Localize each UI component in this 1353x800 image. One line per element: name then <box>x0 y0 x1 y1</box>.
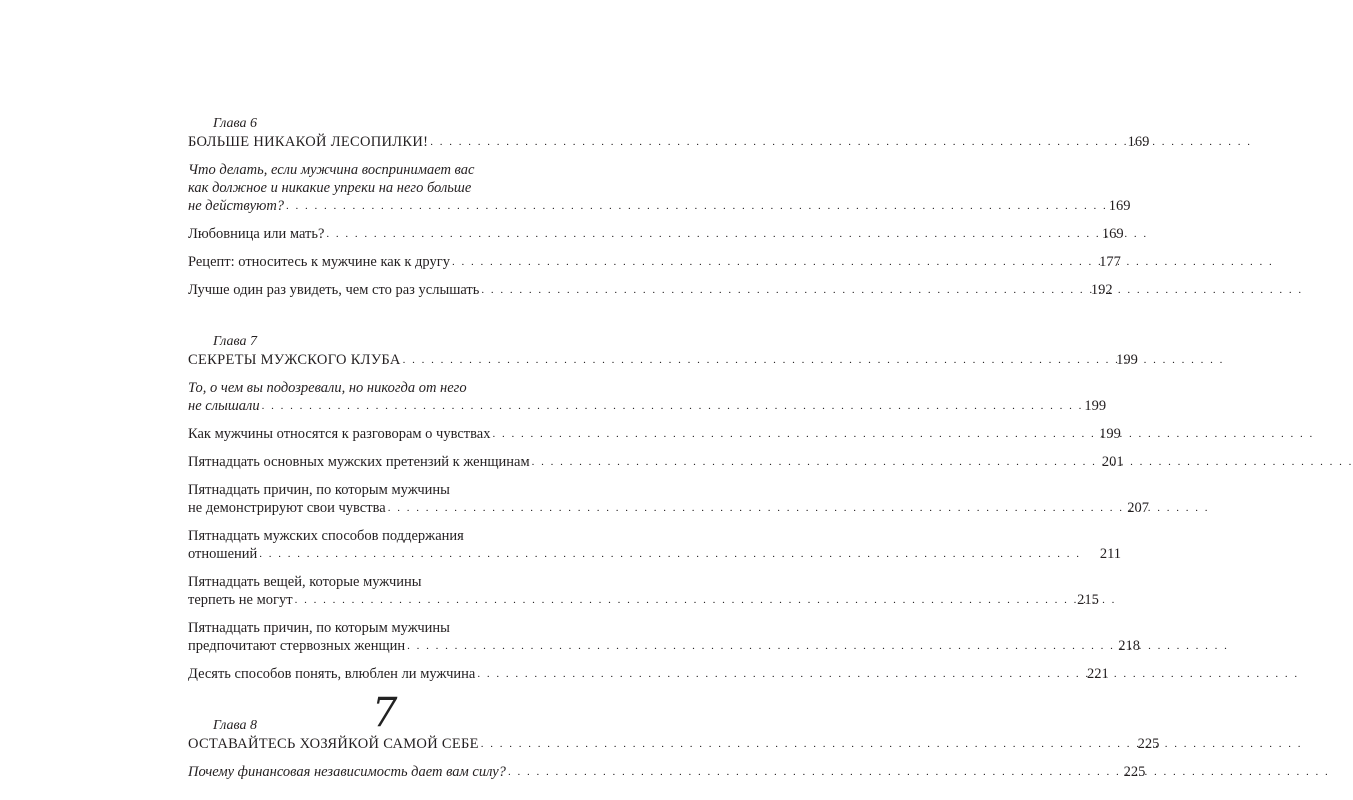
entry-title-line: Пятнадцать мужских способов поддержания <box>188 528 464 544</box>
toc-entry[interactable] <box>188 763 1146 781</box>
entry-title-line: Пятнадцать вещей, которые мужчины <box>188 574 422 590</box>
toc-entry[interactable] <box>188 425 1121 443</box>
toc-entry[interactable] <box>188 351 1138 369</box>
dot-leader <box>532 457 1084 467</box>
dot-leader <box>403 355 1098 365</box>
toc-entry[interactable] <box>188 735 1160 753</box>
dot-leader <box>262 401 1066 411</box>
entry-title-line: не действуют? <box>188 198 285 214</box>
entry-title-line: БОЛЬШЕ НИКАКОЙ ЛЕСОПИЛКИ! <box>188 134 429 150</box>
chapter-label: Глава 7 <box>213 334 257 349</box>
dot-leader <box>492 429 1080 439</box>
entry-page-number: 211 <box>1099 546 1122 562</box>
entry-page-number: 207 <box>1127 500 1149 516</box>
dot-leader <box>388 503 1109 513</box>
chapter-label: Глава 6 <box>213 116 257 131</box>
entry-title-line: как должное и никакие упреки на него больше <box>188 180 472 196</box>
dot-leader <box>430 137 1109 147</box>
chapter-section <box>188 115 1150 299</box>
toc-entry[interactable] <box>188 133 1150 151</box>
entry-title-line: То, о чем вы подозревали, но никогда от него <box>188 380 467 396</box>
toc-entry[interactable] <box>188 253 1121 271</box>
dot-leader <box>508 767 1105 777</box>
entry-page-number: 199 <box>1099 426 1121 442</box>
entry-title-line: Почему финансовая независимость дает вам силу? <box>188 764 506 780</box>
toc-entry[interactable] <box>188 573 1099 609</box>
toc-entry[interactable] <box>188 619 1140 655</box>
entry-title-line: отношений <box>188 546 258 562</box>
toc-entry[interactable] <box>188 453 1124 471</box>
entry-title-line: терпеть не могут <box>188 592 293 608</box>
entry-page-number: 169 <box>1101 226 1124 242</box>
entry-title-line: Что делать, если мужчина воспринимает вас <box>188 162 475 178</box>
page-number: 7 <box>372 690 398 736</box>
toc-entry[interactable] <box>188 527 1122 563</box>
dot-leader <box>481 739 1120 749</box>
dot-leader <box>259 549 1081 559</box>
entry-title-line: Лучше один раз увидеть, чем сто раз услышать <box>188 282 480 298</box>
dot-leader <box>326 229 1083 239</box>
entry-page-number: 169 <box>1108 198 1131 214</box>
chapter-section <box>188 333 1149 683</box>
entry-title-line: Пятнадцать причин, по которым мужчины <box>188 620 450 636</box>
entry-page-number: 215 <box>1077 592 1099 608</box>
entry-page-number: 169 <box>1127 134 1150 150</box>
toc-entry[interactable] <box>188 379 1107 415</box>
entry-page-number: 225 <box>1123 764 1146 780</box>
entry-title-line: Десять способов понять, влюблен ли мужчина <box>188 666 476 682</box>
toc-entry[interactable] <box>188 665 1109 683</box>
entry-page-number: 199 <box>1116 352 1138 368</box>
dot-leader <box>452 257 1081 267</box>
toc-entry[interactable] <box>188 225 1124 243</box>
chapter-label: Глава 8 <box>213 718 257 733</box>
entry-title-line: не слышали <box>188 398 260 414</box>
entry-page-number: 201 <box>1101 454 1124 470</box>
entry-title-line: Любовница или мать? <box>188 226 325 242</box>
toc-entry[interactable] <box>188 481 1149 517</box>
entry-title-line: Пятнадцать основных мужских претензий к женщинам <box>188 454 530 470</box>
dot-leader <box>295 595 1059 605</box>
entry-title-line: предпочитают стервозных женщин <box>188 638 406 654</box>
entry-title-line: Пятнадцать причин, по которым мужчины <box>188 482 450 498</box>
dot-leader <box>286 201 1090 211</box>
dot-leader <box>481 285 1072 295</box>
entry-page-number: 218 <box>1118 638 1140 654</box>
entry-page-number: 225 <box>1137 736 1160 752</box>
entry-page-number: 199 <box>1084 398 1107 414</box>
toc-entry[interactable] <box>188 161 1131 215</box>
toc-entry[interactable] <box>188 281 1113 299</box>
entry-page-number: 192 <box>1090 282 1113 298</box>
entry-title-line: не демонстрируют свои чувства <box>188 500 386 516</box>
dot-leader <box>477 669 1068 679</box>
entry-page-number: 221 <box>1086 666 1109 682</box>
dot-leader <box>407 641 1100 651</box>
entry-title-line: Рецепт: относитесь к мужчине как к другу <box>188 254 450 270</box>
entry-title-line: СЕКРЕТЫ МУЖСКОГО КЛУБА <box>188 352 401 368</box>
entry-page-number: 177 <box>1099 254 1121 270</box>
table-of-contents <box>188 115 1160 781</box>
entry-title-line: ОСТАВАЙТЕСЬ ХОЗЯЙКОЙ САМОЙ СЕБЕ <box>188 736 479 752</box>
entry-title-line: Как мужчины относятся к разговорам о чувствах <box>188 426 491 442</box>
